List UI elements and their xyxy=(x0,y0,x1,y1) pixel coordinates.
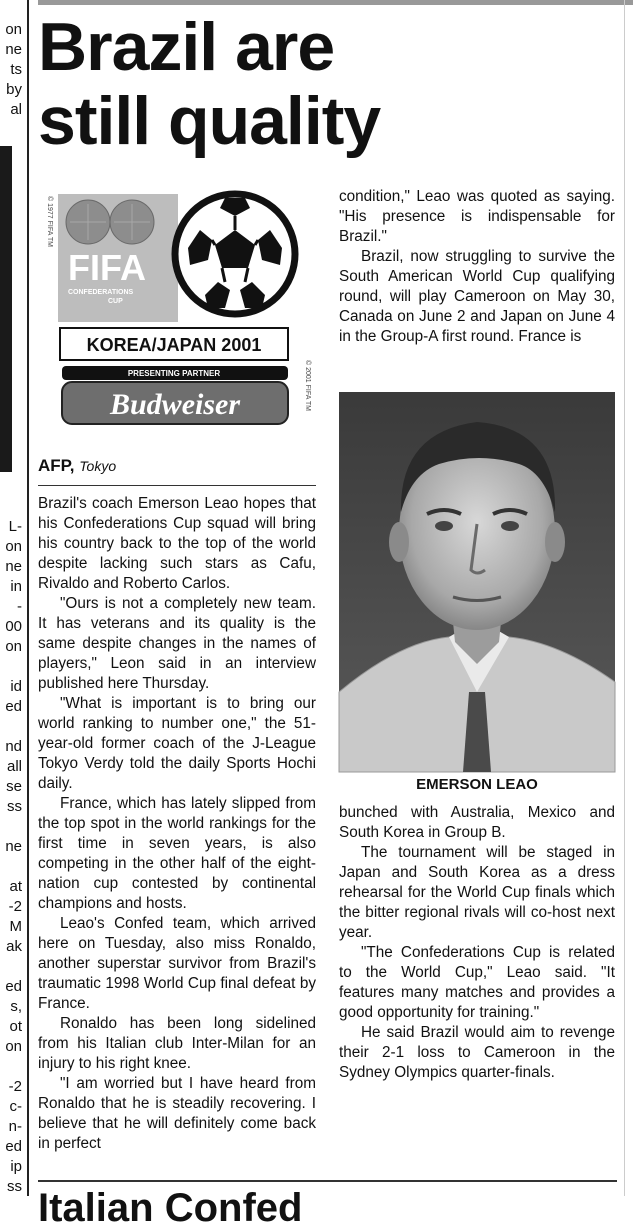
fifa-confederations-cup-logo xyxy=(40,190,315,440)
byline-agency: AFP, xyxy=(38,456,75,475)
emerson-leao-photo xyxy=(339,392,615,772)
fifa-wordmark: FIFA xyxy=(68,247,146,288)
previous-column-line: s, xyxy=(10,998,22,1015)
article-headline xyxy=(38,10,538,158)
logo-copyright-right: © 2001 FIFA TM xyxy=(304,360,311,411)
sponsor-wordmark: Budweiser xyxy=(109,388,241,421)
previous-column-line: on xyxy=(5,1038,22,1055)
previous-column-line: 00 xyxy=(5,618,22,635)
article-paragraph: "I am worried but I have heard from Ronaldo that he is steadily recovering. I believe that he will definitely come back in perfect xyxy=(38,1075,316,1152)
previous-column-fragment xyxy=(0,0,22,1196)
previous-column-line: ne xyxy=(5,558,22,575)
article-paragraph: bunched with Australia, Mexico and South Korea in Group B. xyxy=(339,804,615,841)
article-paragraph: "What is important is to bring our world ranking to number one," the 51-year-old former coach of the J-League Tokyo Verdy told the daily Sports Hochi daily. xyxy=(38,695,316,792)
previous-column-line: nd xyxy=(5,738,22,755)
article-paragraph: Brazil, now struggling to survive the South American World Cup qualifying round, will play Cameroon on May 30, Canada on June 2 and Japan on June 4 in the Group-A first round. France is xyxy=(339,248,615,345)
previous-column-line: by xyxy=(6,81,22,98)
previous-column-line: L- xyxy=(8,518,22,535)
page-edge xyxy=(624,0,625,1196)
previous-column-line: - xyxy=(17,598,22,615)
byline xyxy=(38,456,116,476)
previous-column-line: -2 xyxy=(8,898,22,915)
logo-copyright-left: © 1977 FIFA TM xyxy=(46,196,53,247)
article-paragraph: Ronaldo has been long sidelined from his Italian club Inter-Milan for an injury to his right knee. xyxy=(38,1015,316,1072)
bottom-rule xyxy=(38,1180,617,1182)
previous-column-line: ss xyxy=(7,1178,22,1195)
next-article-headline xyxy=(38,1186,598,1230)
previous-column-line: ed xyxy=(5,978,22,995)
presenting-partner-label: PRESENTING PARTNER xyxy=(127,369,221,378)
article-paragraph: Leao's Confed team, which arrived here on Tuesday, also miss Ronaldo, another superstar survivor from Brazil's traumatic 1998 World Cup final defeat by France. xyxy=(38,915,316,1012)
previous-column-line: se xyxy=(6,778,22,795)
previous-column-line: ot xyxy=(9,1018,22,1035)
previous-column-line: ip xyxy=(10,1158,22,1175)
column-divider xyxy=(27,0,29,1196)
previous-column-line: c- xyxy=(9,1098,22,1115)
football-icon xyxy=(175,194,295,314)
previous-column-line: all xyxy=(6,758,22,775)
previous-column-line: on xyxy=(5,21,22,38)
previous-column-line: ss xyxy=(7,798,22,815)
next-article-headline-text: Italian Confed xyxy=(38,1186,303,1230)
previous-column-line: n- xyxy=(8,1118,22,1135)
previous-column-line: -2 xyxy=(8,1078,22,1095)
headline-line-1: Brazil are xyxy=(38,9,335,85)
previous-column-line: ne xyxy=(5,838,22,855)
previous-column-line: on xyxy=(5,538,22,555)
article-paragraph: "The Confederations Cup is related to the World Cup," Leao said. "It features many matches and provides a good opportunity for training." xyxy=(339,944,615,1021)
article-paragraph: condition," Leao was quoted as saying. "His presence is indispensable for Brazil." xyxy=(339,188,615,245)
article-column-2-top xyxy=(339,187,615,347)
previous-column-line: at xyxy=(9,878,22,895)
previous-column-line: al xyxy=(10,101,22,118)
byline-location: Tokyo xyxy=(79,458,117,474)
article-column-2-bottom xyxy=(339,803,615,1083)
article-paragraph: He said Brazil would aim to revenge their 2-1 loss to Cameroon in the Sydney Olympics quarter-finals. xyxy=(339,1024,615,1081)
tournament-label: KOREA/JAPAN 2001 xyxy=(86,335,262,355)
top-rule xyxy=(38,0,633,5)
confederations-label: CONFEDERATIONS xyxy=(68,289,134,296)
previous-column-line: M xyxy=(9,918,22,935)
article-column-1 xyxy=(38,494,316,1154)
cup-label: CUP xyxy=(108,298,123,305)
headline-line-2: still quality xyxy=(38,83,381,159)
previous-column-image-edge xyxy=(0,146,12,472)
previous-column-line: ts xyxy=(10,61,22,78)
previous-column-line: id xyxy=(10,678,22,695)
byline-rule xyxy=(38,485,316,486)
article-paragraph: "Ours is not a completely new team. It has veterans and its quality is the same despite changes in the names of players," Leon said in an interview published here Thursday. xyxy=(38,595,316,692)
photo-caption: EMERSON LEAO xyxy=(416,776,538,793)
previous-column-line: on xyxy=(5,638,22,655)
previous-column-line: ne xyxy=(5,41,22,58)
previous-column-line: ak xyxy=(6,938,22,955)
previous-column-line: ed xyxy=(5,1138,22,1155)
article-paragraph: France, which has lately slipped from the top spot in the world rankings for the first time in seven years, is also competing in the other half of the eight-nation cup contested by continental champions and hosts. xyxy=(38,795,316,912)
previous-column-line: in xyxy=(10,578,22,595)
article-paragraph: Brazil's coach Emerson Leao hopes that his Confederations Cup squad will bring his country back to the top of the world despite lacking such stars as Cafu, Rivaldo and Roberto Carlos. xyxy=(38,495,316,592)
previous-column-line: ed xyxy=(5,698,22,715)
article-paragraph: The tournament will be staged in Japan and South Korea as a dress rehearsal for the World Cup finals which the bitter regional rivals will co-host next year. xyxy=(339,844,615,941)
